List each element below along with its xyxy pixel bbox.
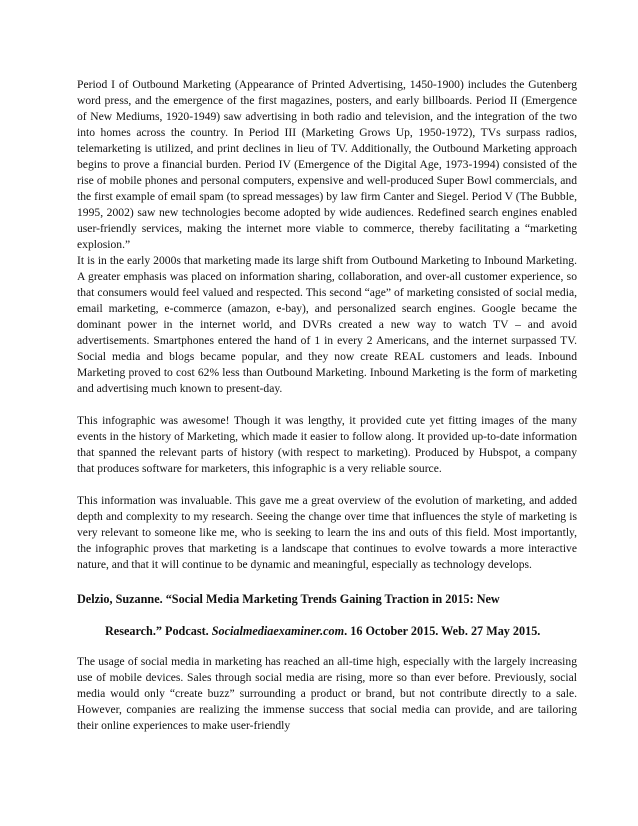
citation-title-part: Research.” Podcast. [105, 624, 212, 638]
paragraph-infographic-review: This infographic was awesome! Though it was lengthy, it provided cute yet fitting images of the many events in the history of Marketing, which made it easier to follow along. It provided up-to-date information that spanned the relevant parts of history (with respect to marketing). Produced by Hubspot, a company that produces software for marketers, this infographic is a very reliable source. [77, 414, 577, 475]
paragraph-inbound-marketing: It is in the early 2000s that marketing made its large shift from Outbound Marketing to Inbound Marketing. A greater emphasis was placed on information sharing, collaboration, and over-all customer experience, so that consumers would feel valued and respected. This second “age” of marketing consisted of social media, email marketing, e-commerce (amazon, e-bay), and personalized search engines. Google became the dominant power in the internet world, and DVRs created a new way to watch TV – and avoid advertisements. Smartphones entered the hand of 1 in every 2 Americans, and the internet surpassed TV. Social media and blogs became popular, and they now create REAL customers and leads. Inbound Marketing proved to cost 62% less than Outbound Marketing. Inbound Marketing is the form of marketing and advertising much known to present-day. [77, 254, 577, 395]
citation-dates: . 16 October 2015. Web. 27 May 2015. [344, 624, 541, 638]
citation-website: Socialmediaexaminer.com [211, 624, 345, 638]
paragraph-information-value: This information was invaluable. This gave me a great overview of the evolution of marketing, and added depth and complexity to my research. Seeing the change over time that influences the style of marketing is very relevant to someone like me, who is seeking to learn the ins and outs of this field. Most importantly, the infographic proves that marketing is a landscape that continues to evolve towards a more interactive nature, and that it will continue to be dynamic and meaningful, especially as technology develops. [77, 494, 577, 571]
paragraph-social-media-summary: The usage of social media in marketing has reached an all-time high, especially with the largely increasing use of mobile devices. Sales through social media are rising, more so than ever before. Previously, social media would only “create buzz” surrounding a product or brand, but not contribute directly to a sale. However, companies are realizing the immense success that social media can provide, and are tailoring their online experiences to make user-friendly [77, 655, 577, 732]
document-body [77, 77, 577, 734]
paragraph-marketing-history: Period I of Outbound Marketing (Appearance of Printed Advertising, 1450-1900) includes the Gutenberg word press, and the emergence of the first magazines, posters, and early billboards. Period II (Emergence of New Mediums, 1920-1949) saw advertising in both radio and television, and the integration of the two into homes across the country. In Period III (Marketing Grows Up, 1950-1972), TVs surpass radios, telemarketing is utilized, and print declines in lieu of TV. Additionally, the Outbound Marketing approach begins to prove a financial burden. Period IV (Emergence of the Digital Age, 1973-1994) consisted of the rise of mobile phones and personal computers, expensive and well-produced Super Bowl commercials, and the first example of email spam (to spread messages) by law firm Canter and Siegel. Period V (The Bubble, 1995, 2002) saw new technologies become adopted by wide audiences. Redefined search engines enabled user-friendly services, making the internet more viable to commerce, thereby facilitating a “marketing explosion.” [77, 78, 577, 251]
citation-line-2 [77, 623, 577, 639]
citation-line-1: Delzio, Suzanne. “Social Media Marketing Trends Gaining Traction in 2015: New [77, 592, 500, 606]
